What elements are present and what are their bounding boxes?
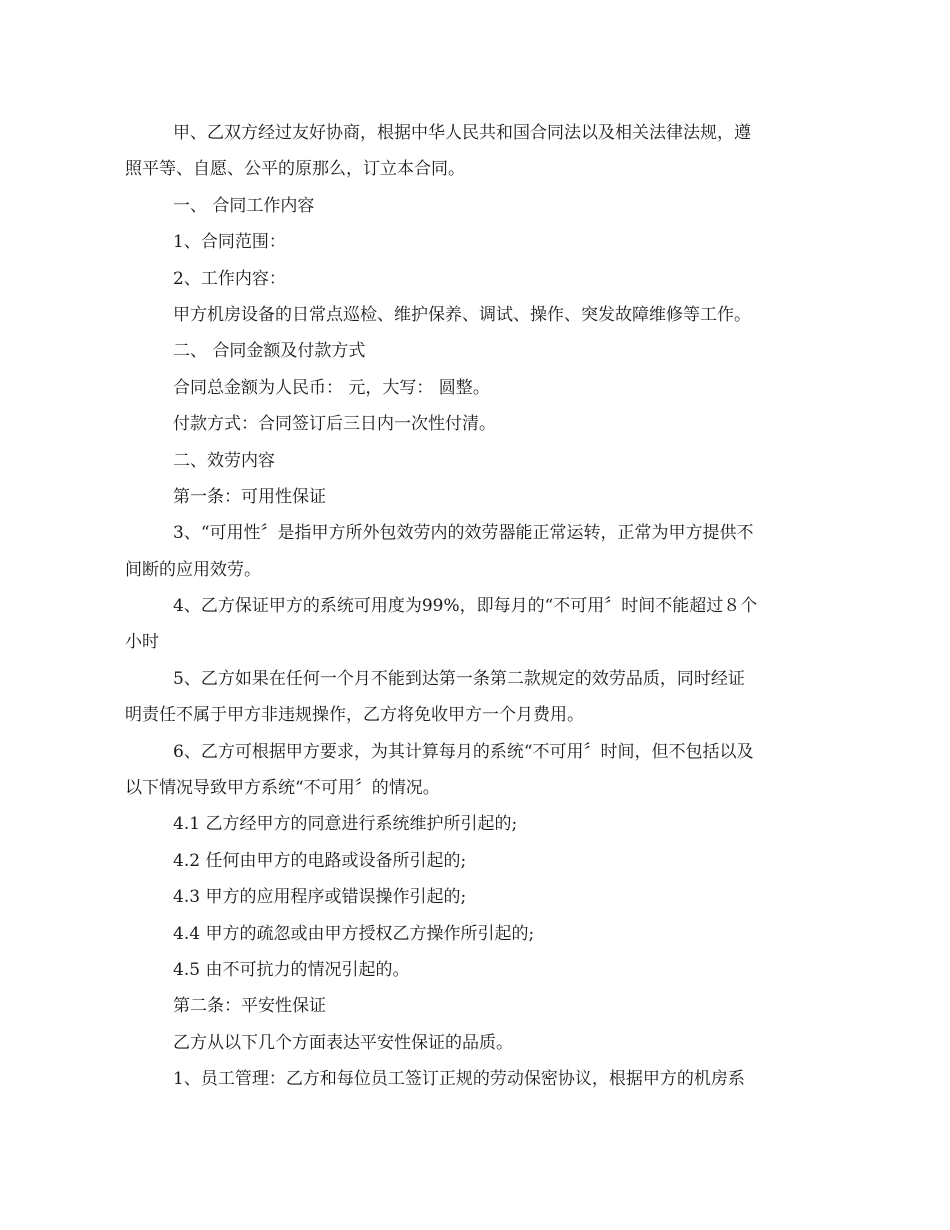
- list-item: 4.3 甲方的应用程序或错误操作引起的;: [173, 887, 467, 908]
- clause-heading: 第一条：可用性保证: [173, 486, 326, 507]
- section-heading: 一、 合同工作内容: [173, 195, 315, 216]
- paragraph-line: 3、“可用性〞是指甲方所外包效劳内的效劳器能正常运转，正常为甲方提供不: [173, 523, 754, 544]
- list-item: 4.4 甲方的疏忽或由甲方授权乙方操作所引起的;: [173, 923, 535, 944]
- list-item: 4.2 任何由甲方的电路或设备所引起的;: [173, 850, 467, 871]
- paragraph-line: 合同总金额为人民币： 元，大写： 圆整。: [173, 377, 490, 398]
- paragraph-line: 1、员工管理：乙方和每位员工签订正规的劳动保密协议，根据甲方的机房系: [173, 1069, 745, 1090]
- paragraph-line: 以下情况导致甲方系统“不可用〞的情况。: [125, 778, 440, 799]
- paragraph-line: 付款方式：合同签订后三日内一次性付清。: [173, 414, 496, 435]
- paragraph-line: 2、工作内容：: [173, 268, 286, 289]
- paragraph-line: 明责任不属于甲方非违规操作，乙方将免收甲方一个月费用。: [125, 705, 584, 726]
- paragraph-line: 小时: [125, 632, 159, 653]
- document-body: [125, 115, 815, 1098]
- list-item: 4.5 由不可抗力的情况引起的。: [173, 959, 410, 980]
- paragraph-line: 乙方从以下几个方面表达平安性保证的品质。: [173, 1032, 513, 1053]
- paragraph-line: 甲、乙双方经过友好协商，根据中华人民共和国合同法以及相关法律法规，遵: [173, 123, 751, 143]
- paragraph-line: 4、乙方保证甲方的系统可用度为99%，即每月的“不可用〞时间不能超过８个: [173, 596, 758, 617]
- paragraph-line: 间断的应用效劳。: [125, 559, 261, 580]
- paragraph-line: 1、合同范围：: [173, 232, 286, 253]
- section-heading: 二、效劳内容: [173, 450, 275, 471]
- paragraph-line: 甲方机房设备的日常点巡检、维护保养、调试、操作、突发故障维修等工作。: [173, 304, 751, 325]
- paragraph-line: 照平等、自愿、公平的原那么，订立本合同。: [125, 159, 465, 180]
- paragraph-line: 5、乙方如果在任何一个月不能到达第一条第二款规定的效劳品质，同时经证: [173, 668, 745, 689]
- list-item: 4.1 乙方经甲方的同意进行系统维护所引起的;: [173, 814, 518, 835]
- section-heading: 二、 合同金额及付款方式: [173, 341, 366, 362]
- paragraph-line: 6、乙方可根据甲方要求，为其计算每月的系统“不可用〞时间，但不包括以及: [173, 741, 754, 762]
- clause-heading: 第二条：平安性保证: [173, 996, 326, 1017]
